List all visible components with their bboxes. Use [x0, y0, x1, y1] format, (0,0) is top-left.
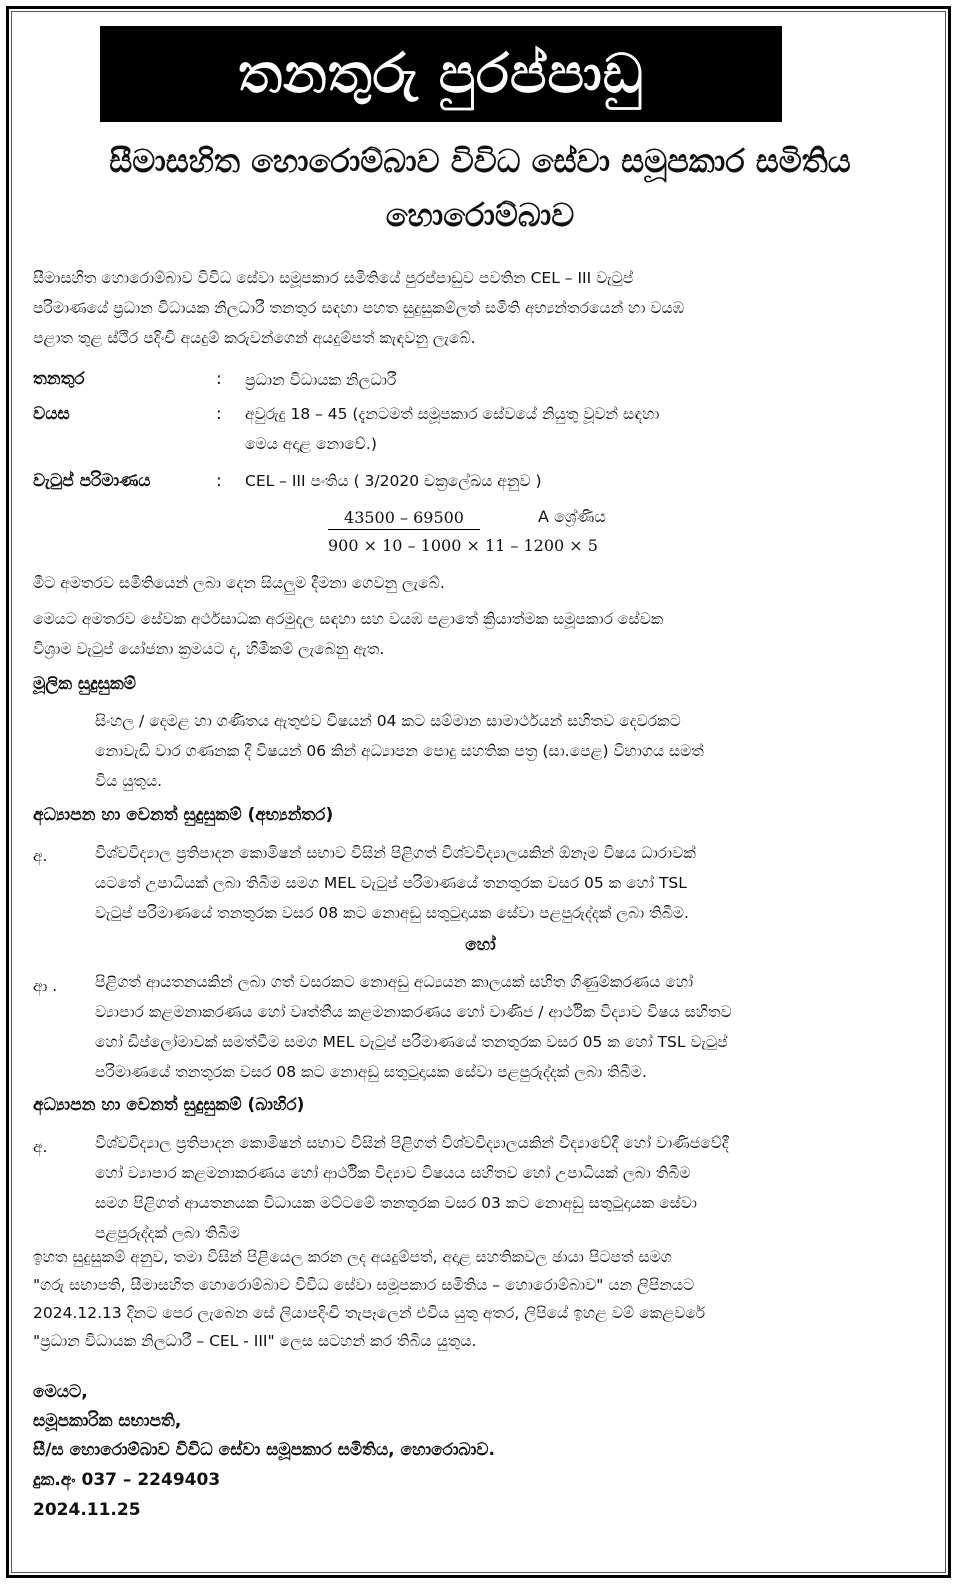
salary-increments: 900 × 10 – 1000 × 11 – 1200 × 5	[328, 536, 598, 555]
internal-bullet-a: අ.	[33, 847, 48, 865]
internal-aa-line: හෝ ඩිප්ලෝමාවක් සමත්වීම සමග MEL වැටුප් පරිමාණයේ තනතුරක වසර 05 ක හෝ TSL වැටුප්	[95, 1033, 728, 1051]
external-a-line: විශ්වවිද්‍යාල ප්‍රතිපාදන කොමිෂන් සභාව විසින් පිළිගත් විශ්වවිද්‍යාලයකින් විද්‍යාවේදී හෝ වාණිජවේදී	[95, 1134, 729, 1152]
application-instructions	[33, 1243, 938, 1355]
salary-value: CEL – III පංතිය ( 3/2020 චක්‍රලේඛය අනුව )	[245, 472, 542, 490]
basic-qualifications-text	[95, 706, 938, 796]
internal-option-a	[95, 838, 938, 928]
benefits-line: මෙයට අමතරව සේවක අර්ථසාධක අරමුදල සඳහා සහ වයඹ පළාතේ ක්‍රියාත්මක සමූපකාර සේවක	[33, 610, 664, 628]
signature-title: සමූපකාරික සභාපති,	[33, 1411, 182, 1431]
vacancies-banner: තනතුරු පුරප්පාඩු	[100, 26, 782, 122]
age-value-line: අවුරුදු 18 – 45 (දැනටමත් සමූපකාර සේවයේ නියුතු වූවන් සඳහා	[245, 405, 660, 423]
basic-qualifications-heading: මූලික සුදුසුකම්	[33, 674, 136, 694]
external-a-line: පළපුරුද්දක් ලබා තිබීම	[95, 1224, 240, 1242]
age-colon: :	[216, 404, 222, 424]
age-label: වයස	[33, 404, 70, 424]
salary-range: 43500 – 69500	[328, 508, 480, 530]
society-location: හොරොම්බාව	[385, 196, 575, 234]
phone-number: දුක.අං 037 – 2249403	[33, 1470, 221, 1490]
internal-aa-line: ව්‍යාපාර කළමනාකරණය හෝ වෘත්තීය කළමනාකරණය හෝ වාණිජ / ආර්ථික විද්‍යාව විෂය සහිතව	[95, 1003, 732, 1021]
signature-organization: සී/ස හොරොම්බාව විවිධ සේවා සමූපකාර සමිතිය, හොරොබාව.	[33, 1440, 495, 1460]
intro-paragraph	[33, 263, 938, 353]
intro-line: සීමාසහිත හොරොම්බාව විවිධ සේවා සමූපකාර සමිතියේ පුරප්පාඩුව පවතින CEL – III වැටුප්	[33, 269, 634, 287]
age-value-line: මෙය අදාළ නොවේ.)	[245, 435, 377, 453]
internal-a-line: විශ්වවිද්‍යාල ප්‍රතිපාදන කොමිෂන් සභාව විසින් පිළිගත් විශ්වවිද්‍යාලයකින් ඕනෑම විෂය ධාරාවක්	[95, 844, 696, 862]
external-qualifications-heading: අධ්‍යාපන හා වෙනත් සුදුසුකම් (බාහිර)	[33, 1095, 305, 1115]
society-title: සීමාසහිත හොරොම්බාව විවිධ සේවා සමූපකාර සමිතිය	[109, 142, 851, 180]
internal-a-line: යටතේ උපාධියක් ලබා තිබීම සමග MEL වැටුප් පරිමාණයේ තනතුරක වසර 05 ක හෝ TSL	[95, 874, 687, 892]
benefits-line: විශ්‍රාම වැටුප් යෝජනා ක්‍රමයට ද, හිමිකම් ලැබෙනු ඇත.	[33, 640, 385, 658]
internal-option-aa	[95, 967, 938, 1087]
salary-label: වැටුප් පරිමාණය	[33, 471, 151, 491]
external-bullet-a: අ.	[33, 1138, 48, 1156]
external-a-line: හෝ ව්‍යාපාර කළමනාකරණය හෝ ආර්ථික විද්‍යාව විෂයය සහිතව හෝ උපාධියක් ලබා තිබීම	[95, 1164, 691, 1182]
age-value	[245, 399, 659, 459]
position-label: තනතුර	[33, 369, 85, 389]
internal-bullet-aa: ආ .	[33, 977, 58, 995]
signature-salutation: මෙයට,	[33, 1382, 88, 1402]
instruction-line: "ගරු සභාපති, සීමාසහිත හොරොම්බාව විවිධ සේවා සමූපකාර සමිතිය – හොරොම්බාව" යන ලිපිනයට	[33, 1276, 695, 1294]
basic-line: සිංහල / දෙමළ හා ගණිතය ඇතුළුව විෂයන් 04 කට සම්මාන සාමාර්ථයන් සහිතව දෙවරකට	[95, 712, 681, 730]
intro-line: පළාත තුළ ස්ථිර පදිංචි අයදුම් කරුවන්ගෙන් අයදුම්පත් කැඳවනු ලැබේ.	[33, 329, 476, 347]
benefits-line: මීට අමතරව සමිතියෙන් ලබා දෙන සියලුම දීමනා ගෙවනු ලැබේ.	[33, 574, 445, 592]
internal-a-line: වැටුප් පරිමාණයේ තනතුරක වසර 08 කට නොඅඩු සතුටුදායක සේවා පළපුරුද්දක් ලබා තිබීම.	[95, 904, 689, 922]
internal-aa-line: පරිමාණයේ තනතුරක වසර 08 කට නොඅඩු සතුටුදායක සේවා පළපුරුද්දක් ලබා තිබීම.	[95, 1063, 647, 1081]
external-option-a	[95, 1128, 938, 1248]
instruction-line: ඉහත සුදුසුකම් අනුව, තමා විසින් පිළියෙල කරන ලද අයදුම්පත්, අදාළ සහතිකවල ඡායා පිටපත් සමග	[33, 1248, 672, 1266]
position-colon: :	[216, 369, 222, 389]
or-separator: හෝ	[465, 935, 496, 955]
notice-date: 2024.11.25	[33, 1500, 141, 1520]
salary-grade: A ශ්‍රේණිය	[538, 507, 606, 526]
internal-aa-line: පිළිගත් ආයතනයකින් ලබා ගත් වසරකට නොඅඩු අධ්‍යයන කාලයක් සහිත ගිණුම්කරණය හෝ	[95, 973, 694, 991]
basic-line: විය යුතුය.	[95, 772, 163, 790]
external-a-line: සමග පිළිගත් ආයතනයක විධායක මට්ටමේ තනතුරක වසර 03 කට නොඅඩු සතුටුදායක සේවා	[95, 1194, 698, 1212]
internal-qualifications-heading: අධ්‍යාපන හා වෙනත් සුදුසුකම් (අභ්‍යන්තර)	[33, 805, 334, 825]
position-value: ප්‍රධාන විධායක නිලධාරී	[245, 371, 397, 389]
salary-colon: :	[216, 471, 222, 491]
intro-line: පරිමාණයේ ප්‍රධාන විධායක නිලධාරී තනතුර සඳහා පහත සුදුසුකම්ලත් සමිති අභ්‍යන්තරයෙන් හා වයඹ	[33, 299, 685, 317]
instruction-line: 2024.12.13 දිනට පෙර ලැබෙන සේ ලියාපදිංචි තැපෑලෙන් එවිය යුතු අතර, ලිපියේ ඉහළ වම් කෙළවරේ	[33, 1304, 706, 1322]
benefits-paragraph	[33, 604, 938, 664]
instruction-line: "ප්‍රධාන විධායක නිලධාරී – CEL - III" ලෙස සටහන් කර තිබිය යුතුය.	[33, 1332, 477, 1350]
basic-line: නොවැඩි වාර ගණනක දී විෂයන් 06 කින් අධ්‍යාපන පොදු සහතික පත්‍ර (සා.පෙළ) විභාගය සමත්	[95, 742, 704, 760]
